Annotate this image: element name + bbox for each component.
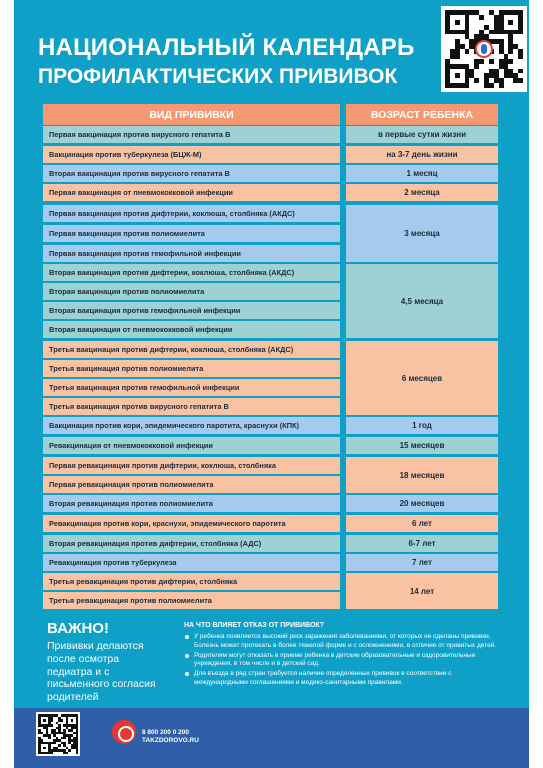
brand-logo-icon <box>112 720 136 744</box>
table-row: Первая ревакцинация против дифтерии, коклюша, столбняка <box>43 457 340 474</box>
hotline-phone[interactable]: 8 800 200 0 200 <box>142 729 189 736</box>
refusal-list <box>184 633 504 689</box>
table-row: Третья вакцинация против вирусного гепатита В <box>43 398 340 415</box>
qr-code-icon[interactable] <box>441 6 527 92</box>
health-emblem-icon <box>475 40 493 58</box>
title-line-2: ПРОФИЛАКТИЧЕСКИХ ПРИВИВОК <box>38 65 398 89</box>
table-row: Первая вакцинация против полиомиелита <box>43 225 340 242</box>
qr-code-icon[interactable] <box>36 712 80 756</box>
table-row: Третья вакцинация против дифтерии, коклюша, столбняка (АКДС) <box>43 341 340 358</box>
age-cell: 14 лет <box>346 573 498 609</box>
table-row: Третья вакцинация против полиомиелита <box>43 360 340 377</box>
table-row: Первая вакцинация против гемофильной инфекции <box>43 245 340 262</box>
list-item: Родителям могут отказать в приеме ребенка в детские образовательные и оздоровительные учреждения, в том числе и в детский сад. <box>184 652 504 669</box>
website-link[interactable]: TAKZDOROVO.RU <box>142 737 199 744</box>
age-cell: на 3-7 день жизни <box>346 146 498 163</box>
table-row: Вторая вакцинация от пневмококковой инфекции <box>43 321 340 338</box>
age-cell: 20 месяцев <box>346 495 498 512</box>
table-row: Вторая ревакцинация против полиомиелита <box>43 495 340 512</box>
age-cell: 15 месяцев <box>346 437 498 454</box>
age-cell: 4,5 месяца <box>346 264 498 338</box>
list-item: У ребенка появляется высокий риск заражения заболеваниями, от которых не сделаны прививки. Болезнь может протекать в более тяжелой форме и с осложнениями, в отличие от привитых детей. <box>184 633 504 650</box>
table-row: Третья вакцинация против гемофильной инфекции <box>43 379 340 396</box>
table-row: Первая вакцинация против вирусного гепатита В <box>43 126 340 143</box>
title-line-1: НАЦИОНАЛЬНЫЙ КАЛЕНДАРЬ <box>38 34 415 61</box>
table-row: Вторая вакцинация против гемофильной инфекции <box>43 302 340 319</box>
age-cell: 1 год <box>346 417 498 434</box>
age-cell: 18 месяцев <box>346 457 498 493</box>
age-cell: 3 месяца <box>346 205 498 262</box>
age-cell: 6 лет <box>346 515 498 532</box>
footer-bar <box>14 708 529 768</box>
important-text: Прививки делаются после осмотра педиатра и с письменного согласия родителей <box>47 640 156 704</box>
age-cell: 6 месяцев <box>346 341 498 415</box>
important-heading: ВАЖНО! <box>47 620 109 637</box>
table-row: Первая ревакцинация против полиомиелита <box>43 476 340 493</box>
page-title <box>38 32 414 90</box>
qr-code-pattern <box>38 714 78 754</box>
age-cell: 2 месяца <box>346 184 498 201</box>
table-row: Третья ревакцинация против полиомиелита <box>43 592 340 609</box>
column-header-vaccine: ВИД ПРИВИВКИ <box>43 104 340 125</box>
table-row: Ревакцинация против кори, краснухи, эпидемического паротита <box>43 515 340 532</box>
table-row: Третья ревакцинация против дифтерии, столбняка <box>43 573 340 590</box>
table-row: Ревакцинация против туберкулеза <box>43 554 340 571</box>
age-cell: 6-7 лет <box>346 535 498 552</box>
table-row: Вакцинация против туберкулеза (БЦЖ-М) <box>43 146 340 163</box>
age-cell: 1 месяц <box>346 165 498 182</box>
table-row: Вакцинация против кори, эпидемического паротита, краснухи (КПК) <box>43 417 340 434</box>
table-row: Первая вакцинация против дифтерии, коклюша, столбняка (АКДС) <box>43 205 340 222</box>
column-header-age: ВОЗРАСТ РЕБЕНКА <box>346 104 498 125</box>
table-row: Первая вакцинация от пневмококковой инфекции <box>43 184 340 201</box>
age-cell: в первые сутки жизни <box>346 126 498 143</box>
table-row: Вторая вакцинация против полиомиелита <box>43 283 340 300</box>
table-row: Вторая вакцинация против дифтерии, коклюша, столбняка (АКДС) <box>43 264 340 281</box>
table-row: Вторая ревакцинация против дифтерии, столбняка (АДС) <box>43 535 340 552</box>
refusal-heading: НА ЧТО ВЛИЯЕТ ОТКАЗ ОТ ПРИВИВОК? <box>184 622 324 629</box>
list-item: Для въезда в ряд стран требуется наличие определенных прививок в соответствии с международными соглашениями и медико-санитарными правилами. <box>184 670 504 687</box>
table-row: Ревакцинация от пневмококковой инфекции <box>43 437 340 454</box>
age-cell: 7 лет <box>346 554 498 571</box>
table-row: Вторая вакцинация против вирусного гепатита В <box>43 165 340 182</box>
